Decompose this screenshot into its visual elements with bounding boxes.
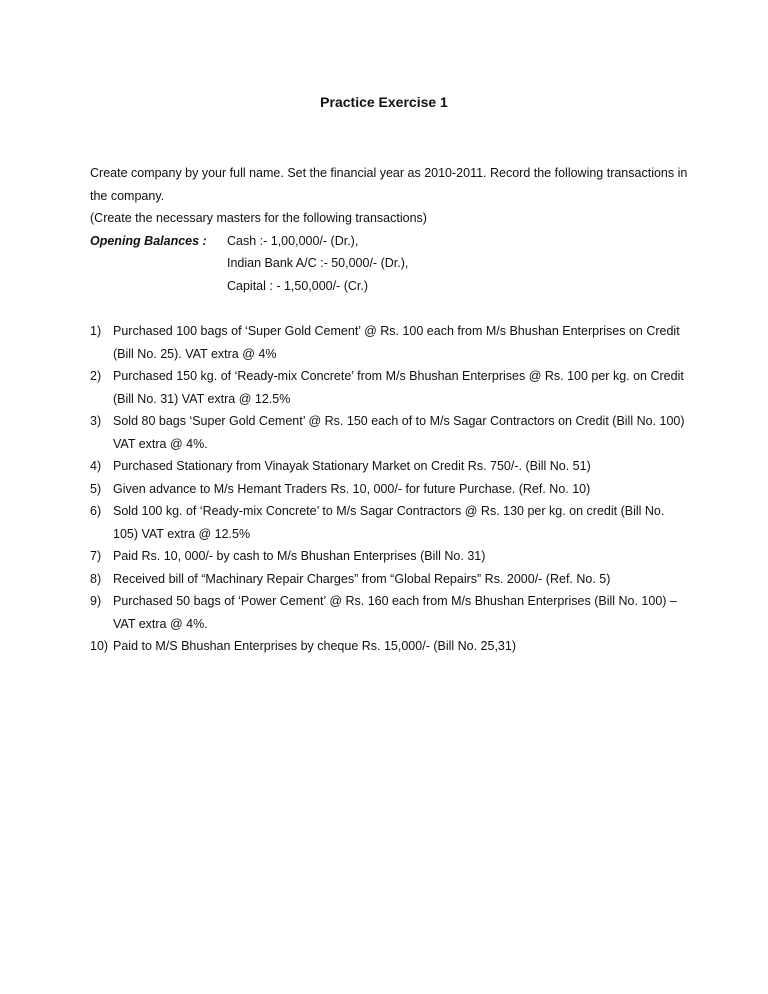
list-item <box>90 410 685 455</box>
item-text: Paid to M/S Bhushan Enterprises by cheque Rs. 15,000/- (Bill No. 25,31) <box>113 639 516 653</box>
item-number: 5) <box>90 481 102 496</box>
list-item <box>90 635 685 658</box>
list-item <box>90 478 685 501</box>
item-number: 2) <box>90 369 102 383</box>
item-number: 9) <box>90 594 102 608</box>
item-number: 6) <box>90 504 102 518</box>
opening-balances-values <box>227 230 690 298</box>
list-item <box>90 365 685 410</box>
opening-balances-label: Opening Balances : <box>90 233 207 248</box>
list-item <box>90 455 685 478</box>
item-text: Given advance to M/s Hemant Traders Rs. 10, 000/- for future Purchase. (Ref. No. 10) <box>113 481 591 496</box>
opening-balances <box>90 230 690 298</box>
opening-balance-capital: Capital : - 1,50,000/- (Cr.) <box>227 278 369 293</box>
item-number: 10) <box>90 639 109 653</box>
list-item <box>90 320 685 365</box>
page-title: Practice Exercise 1 <box>320 94 448 110</box>
opening-balance-bank: Indian Bank A/C :- 50,000/- (Dr.), <box>227 256 409 270</box>
item-text: Purchased 100 bags of ‘Super Gold Cement’ @ Rs. 100 each from M/s Bhushan Enterprises on Credit (Bill No. 25). VAT extra @ 4% <box>113 324 680 361</box>
item-number: 3) <box>90 414 102 428</box>
item-text: Received bill of “Machinary Repair Charges” from “Global Repairs” Rs. 2000/- (Ref. No. 5) <box>113 571 611 586</box>
item-text: Sold 80 bags ‘Super Gold Cement’ @ Rs. 150 each of to M/s Sagar Contractors on Credit (Bill No. 100) VAT extra @ 4%. <box>113 414 685 451</box>
list-item <box>90 590 685 635</box>
item-text: Paid Rs. 10, 000/- by cash to M/s Bhushan Enterprises (Bill No. 31) <box>113 549 486 563</box>
item-text: Purchased 50 bags of ‘Power Cement’ @ Rs. 160 each from M/s Bhushan Enterprises (Bill No. 100) – VAT extra @ 4%. <box>113 594 677 631</box>
opening-balance-cash: Cash :- 1,00,000/- (Dr.), <box>227 233 359 248</box>
intro-note: (Create the necessary masters for the following transactions) <box>90 211 427 225</box>
item-number: 8) <box>90 571 102 586</box>
item-number: 7) <box>90 549 102 563</box>
intro-section <box>90 162 690 297</box>
item-text: Purchased Stationary from Vinayak Stationary Market on Credit Rs. 750/-. (Bill No. 51) <box>113 459 591 473</box>
transaction-list <box>90 320 685 658</box>
item-text: Sold 100 kg. of ‘Ready-mix Concrete’ to M/s Sagar Contractors @ Rs. 130 per kg. on credit (Bill No. 105) VAT extra @ 12.5% <box>113 504 665 541</box>
item-number: 4) <box>90 459 102 473</box>
item-number: 1) <box>90 324 102 338</box>
list-item <box>90 568 685 591</box>
intro-instructions: Create company by your full name. Set the financial year as 2010-2011. Record the following transactions in the company. <box>90 166 688 203</box>
list-item <box>90 500 685 545</box>
list-item <box>90 545 685 568</box>
item-text: Purchased 150 kg. of ‘Ready-mix Concrete’ from M/s Bhushan Enterprises @ Rs. 100 per kg. on Credit (Bill No. 31) VAT extra @ 12.5% <box>113 369 684 406</box>
